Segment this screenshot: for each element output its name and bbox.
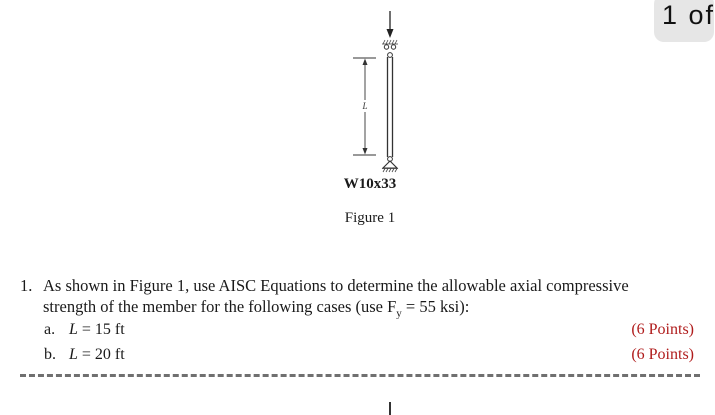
problem-number: 1. [20,276,33,295]
section-designation: W10x33 [343,176,397,192]
case-b-letter: b. [44,346,56,363]
page-indicator-text: 1 of [662,0,715,30]
case-a-condition: L = 15 ft [69,321,125,338]
problem-statement-line-1: As shown in Figure 1, use AISC Equations to determine the allowable axial compressive [43,276,629,295]
load-arrow-head [387,29,394,38]
fy-subscript: y [396,307,402,320]
top-roller-right [391,45,395,49]
dimension-arrow-bottom [363,148,368,155]
top-support-hatch [382,40,398,44]
text-cursor-mark [389,402,391,415]
case-a-points: (6 Points) [631,321,694,338]
problem-statement-line-2: strength of the member for the following cases (use $F_y = 55$ ksi): [43,297,470,320]
figure-caption: Figure 1 [344,210,396,226]
case-b-condition: L = 20 ft [69,346,125,363]
bottom-support-triangle [383,161,397,168]
dimension-arrow-top [363,59,368,66]
column-figure [330,0,440,175]
dashed-separator [20,374,700,377]
top-pin [388,53,393,58]
page-indicator [654,0,714,42]
problem-statement [43,275,693,324]
case-a-letter: a. [44,321,56,338]
dimension-label: L [362,101,368,111]
top-roller-left [384,45,388,49]
case-b-points: (6 Points) [631,346,694,363]
bottom-support-hatch [382,169,398,173]
